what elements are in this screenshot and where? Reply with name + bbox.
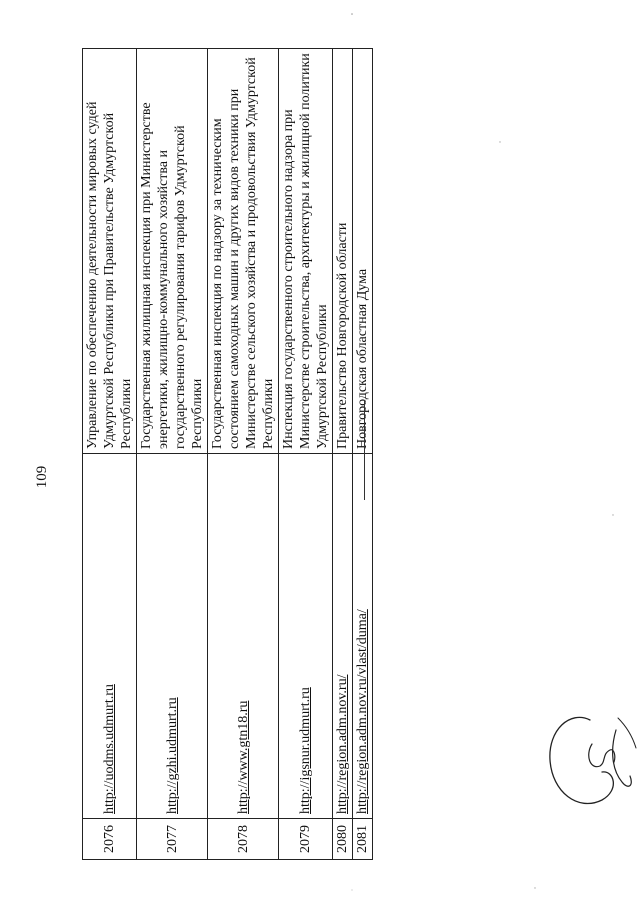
table-row [83,49,137,860]
row-number: 2081 [353,819,373,860]
site-link[interactable]: http://www.gtn18.ru [235,700,251,814]
table-row [137,49,208,860]
signature-mark [530,700,640,820]
site-link[interactable]: http://igsnur.udmurt.ru [298,687,313,814]
organization-name: Государственная жилищная инспекция при Министерстве энергетики, жилищно-коммунального хозяйства и государственного регулирования тарифов Удмуртской Республики [137,49,208,454]
row-number: 2077 [137,819,208,860]
page-number: 109 [34,465,50,489]
row-number: 2079 [279,819,333,860]
organization-name: Правительство Новгородской области [333,49,353,454]
row-number: 2078 [208,819,279,860]
sites-table [82,48,373,860]
organization-name: Новгородская областная Дума [353,49,373,454]
organization-name: Государственная инспекция по надзору за техническим состоянием самоходных машин и других видов техники при Министерстве сельского хозяйства и продовольствия Удмуртской Республики [208,49,279,454]
site-link[interactable]: http://region.adm.nov.ru/vlast/duma/ [355,609,370,814]
site-link[interactable]: http://uodms.udmurt.ru [102,684,117,814]
table-row [279,49,333,860]
row-number: 2080 [333,819,353,860]
table-row [208,49,279,860]
table-row [333,49,353,860]
organization-name: Управление по обеспечению деятельности мировых судей Удмуртской Республики при Правительстве Удмуртской Республики [83,49,137,454]
site-link[interactable]: http://gzhi.udmurt.ru [164,697,180,814]
row-number: 2076 [83,819,137,860]
closing-rule [364,400,365,500]
table-row [353,49,373,860]
organization-name: Инспекция государственного строительного надзора при Министерстве строительства, архитектуры и жилищной политики Удмуртской Республики [279,49,333,454]
site-link[interactable]: http://region.adm.nov.ru/ [335,674,350,814]
